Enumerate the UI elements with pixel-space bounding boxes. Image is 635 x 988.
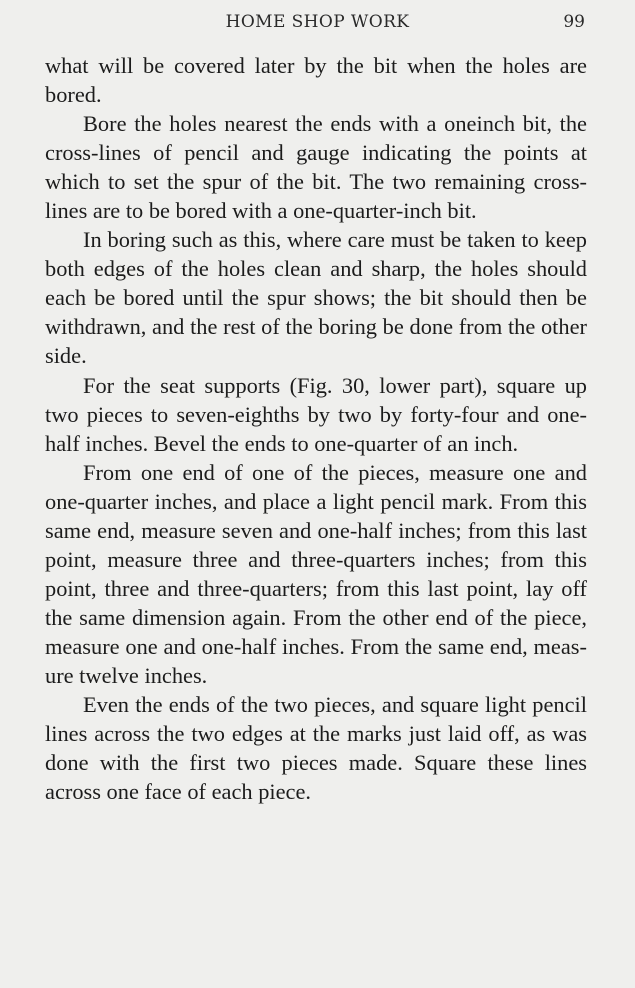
paragraph-measurements: From one end of one of the pieces, measure one and one-quarter inches, and place a light pencil mark. From this same end, measure seven and one-half inches; from this last point, measure three and three-quarters inches; from this point, three and three-quarters; from this last point, lay off the same dimension again. From the other end of the piece, measure one and one-half inches. From the same end, measure twelve inches. bbox=[45, 459, 587, 688]
running-head bbox=[0, 9, 635, 35]
running-title: HOME SHOP WORK bbox=[225, 12, 410, 32]
body-text bbox=[45, 51, 587, 806]
paragraph-continuation: what will be covered later by the bit when the holes are bored. bbox=[45, 53, 587, 108]
paragraph-boring-technique: In boring such as this, where care must be taken to keep both edges of the holes clean and sharp, the holes should each be bored until the spur shows; the bit should then be withdrawn, and the rest of the boring be done from the other side. bbox=[45, 227, 587, 369]
paragraph-bore-holes: Bore the holes nearest the ends with a oneinch bit, the cross-lines of pencil and gauge indicating the points at which to set the spur of the bit. The two remaining cross-lines are to be bored with a one-quarter-inch bit. bbox=[45, 111, 587, 224]
paragraph-seat-supports: For the seat supports (Fig. 30, lower part), square up two pieces to seven-eighths by two by forty-four and one-half inches. Bevel the ends to one-quarter of an inch. bbox=[45, 372, 587, 456]
page-number: 99 bbox=[563, 12, 585, 32]
paragraph-square-lines: Even the ends of the two pieces, and square light pencil lines across the two edges at the marks just laid off, as was done with the first two pieces made. Square these lines across one face of each piece. bbox=[45, 692, 587, 805]
